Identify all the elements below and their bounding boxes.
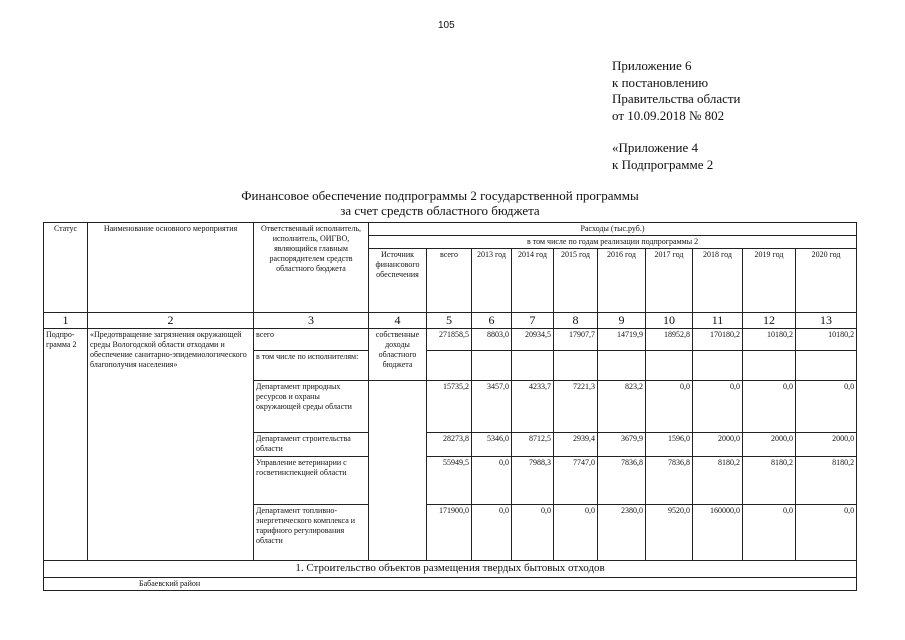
amount-cell: 2000,0 (743, 433, 796, 457)
header-year: 2014 год (512, 249, 554, 313)
amount-cell (693, 351, 743, 381)
amount-cell: 0,0 (796, 381, 857, 433)
amount-cell: 17907,7 (554, 329, 598, 351)
executor-cell: в том числе по исполнителям: (254, 351, 369, 381)
source-cell: собственные доходы областного бюджета (369, 329, 427, 381)
district-row (44, 578, 857, 591)
amount-cell (512, 351, 554, 381)
header-year: 2017 год (646, 249, 693, 313)
appendix-line: Приложение 6 (612, 58, 692, 73)
amount-cell: 7988,3 (512, 457, 554, 505)
amount-cell: 2380,0 (598, 505, 646, 561)
amount-cell: 9520,0 (646, 505, 693, 561)
header-measure: Наименование основного мероприятия (88, 223, 254, 313)
amount-cell: 271858,5 (427, 329, 472, 351)
section-row (44, 561, 857, 578)
amount-cell: 10180,2 (796, 329, 857, 351)
amount-cell: 0,0 (472, 457, 512, 505)
executor-cell: Департамент строительства области (254, 433, 369, 457)
amount-cell: 3679,9 (598, 433, 646, 457)
header-year: 2020 год (796, 249, 857, 313)
amount-cell: 0,0 (646, 381, 693, 433)
column-number: 3 (254, 313, 369, 329)
page-number: 105 (438, 20, 455, 31)
header-year: 2013 год (472, 249, 512, 313)
table-row (44, 329, 857, 351)
appendix-line: от 10.09.2018 № 802 (612, 107, 725, 123)
column-number: 12 (743, 313, 796, 329)
header-responsible: Ответственный исполнитель, исполнитель, ОИГВО, являющийся главным распорядителем средств областного бюджета (254, 223, 369, 313)
amount-cell: 55949,5 (427, 457, 472, 505)
table-title-line: за счет средств областного бюджета (340, 203, 540, 218)
executor-cell: всего (254, 329, 369, 351)
amount-cell: 8803,0 (472, 329, 512, 351)
amount-cell: 823,2 (598, 381, 646, 433)
measure-cell (88, 457, 254, 561)
amount-cell: 4233,7 (512, 381, 554, 433)
amount-cell: 7836,8 (646, 457, 693, 505)
measure-cell: «Предотвращение загрязнения окружающей среды Вологодской области отходами и обеспечение санитарно-эпидемиологического благополучия населения» (88, 329, 254, 457)
column-number: 5 (427, 313, 472, 329)
amount-cell: 0,0 (743, 381, 796, 433)
district-name: Бабаевский район (44, 578, 857, 591)
amount-cell: 3457,0 (472, 381, 512, 433)
amount-cell: 14719,9 (598, 329, 646, 351)
table-title (160, 188, 720, 218)
column-number: 10 (646, 313, 693, 329)
amount-cell (743, 351, 796, 381)
appendix-line: к Подпрограмме 2 (612, 156, 714, 172)
column-number: 13 (796, 313, 857, 329)
header-expenses: Расходы (тыс.руб.) (369, 223, 857, 236)
source-cell (369, 381, 427, 561)
amount-cell: 0,0 (512, 505, 554, 561)
appendix-block (612, 58, 862, 173)
column-number: 9 (598, 313, 646, 329)
column-numbers-row (44, 313, 857, 329)
amount-cell: 7836,8 (598, 457, 646, 505)
amount-cell: 0,0 (472, 505, 512, 561)
appendix-line: к постановлению (612, 74, 709, 90)
column-number: 11 (693, 313, 743, 329)
amount-cell (472, 351, 512, 381)
status-cell: Подпро-грамма 2 (44, 329, 88, 561)
amount-cell (646, 351, 693, 381)
amount-cell (554, 351, 598, 381)
amount-cell: 15735,2 (427, 381, 472, 433)
amount-cell: 1596,0 (646, 433, 693, 457)
executor-cell: Департамент природных ресурсов и охраны окружающей среды области (254, 381, 369, 433)
financing-table (43, 222, 857, 591)
amount-cell: 18952,8 (646, 329, 693, 351)
header-row (44, 223, 857, 236)
amount-cell: 8712,5 (512, 433, 554, 457)
column-number: 2 (88, 313, 254, 329)
amount-cell: 8180,2 (693, 457, 743, 505)
amount-cell: 7747,0 (554, 457, 598, 505)
amount-cell: 8180,2 (743, 457, 796, 505)
amount-cell: 2000,0 (796, 433, 857, 457)
amount-cell: 2000,0 (693, 433, 743, 457)
header-year: 2016 год (598, 249, 646, 313)
amount-cell: 0,0 (743, 505, 796, 561)
amount-cell: 2939,4 (554, 433, 598, 457)
appendix-line: «Приложение 4 (612, 140, 699, 155)
table-row (44, 457, 857, 505)
column-number: 1 (44, 313, 88, 329)
amount-cell: 28273,8 (427, 433, 472, 457)
column-number: 8 (554, 313, 598, 329)
header-status: Статус (44, 223, 88, 313)
header-year: 2015 год (554, 249, 598, 313)
amount-cell: 160000,0 (693, 505, 743, 561)
amount-cell: 10180,2 (743, 329, 796, 351)
section-title: 1. Строительство объектов размещения твердых бытовых отходов (44, 561, 857, 578)
executor-cell: Управление ветеринарии с госветинспекцией области (254, 457, 369, 505)
header-by-years: в том числе по годам реализации подпрограммы 2 (369, 236, 857, 249)
amount-cell: 7221,3 (554, 381, 598, 433)
header-total: всего (427, 249, 472, 313)
amount-cell: 20934,5 (512, 329, 554, 351)
column-number: 6 (472, 313, 512, 329)
header-year: 2019 год (743, 249, 796, 313)
column-number: 7 (512, 313, 554, 329)
executor-cell: Департамент топливно-энергетического комплекса и тарифного регулирования области (254, 505, 369, 561)
header-source: Источник финансового обеспечения (369, 249, 427, 313)
amount-cell: 0,0 (796, 505, 857, 561)
amount-cell: 5346,0 (472, 433, 512, 457)
amount-cell: 0,0 (554, 505, 598, 561)
amount-cell (796, 351, 857, 381)
amount-cell: 8180,2 (796, 457, 857, 505)
appendix-line: Правительства области (612, 91, 741, 106)
amount-cell: 171900,0 (427, 505, 472, 561)
column-number: 4 (369, 313, 427, 329)
amount-cell (427, 351, 472, 381)
amount-cell: 170180,2 (693, 329, 743, 351)
amount-cell (598, 351, 646, 381)
amount-cell: 0,0 (693, 381, 743, 433)
table-title-line: Финансовое обеспечение подпрограммы 2 государственной программы (241, 188, 639, 203)
header-year: 2018 год (693, 249, 743, 313)
